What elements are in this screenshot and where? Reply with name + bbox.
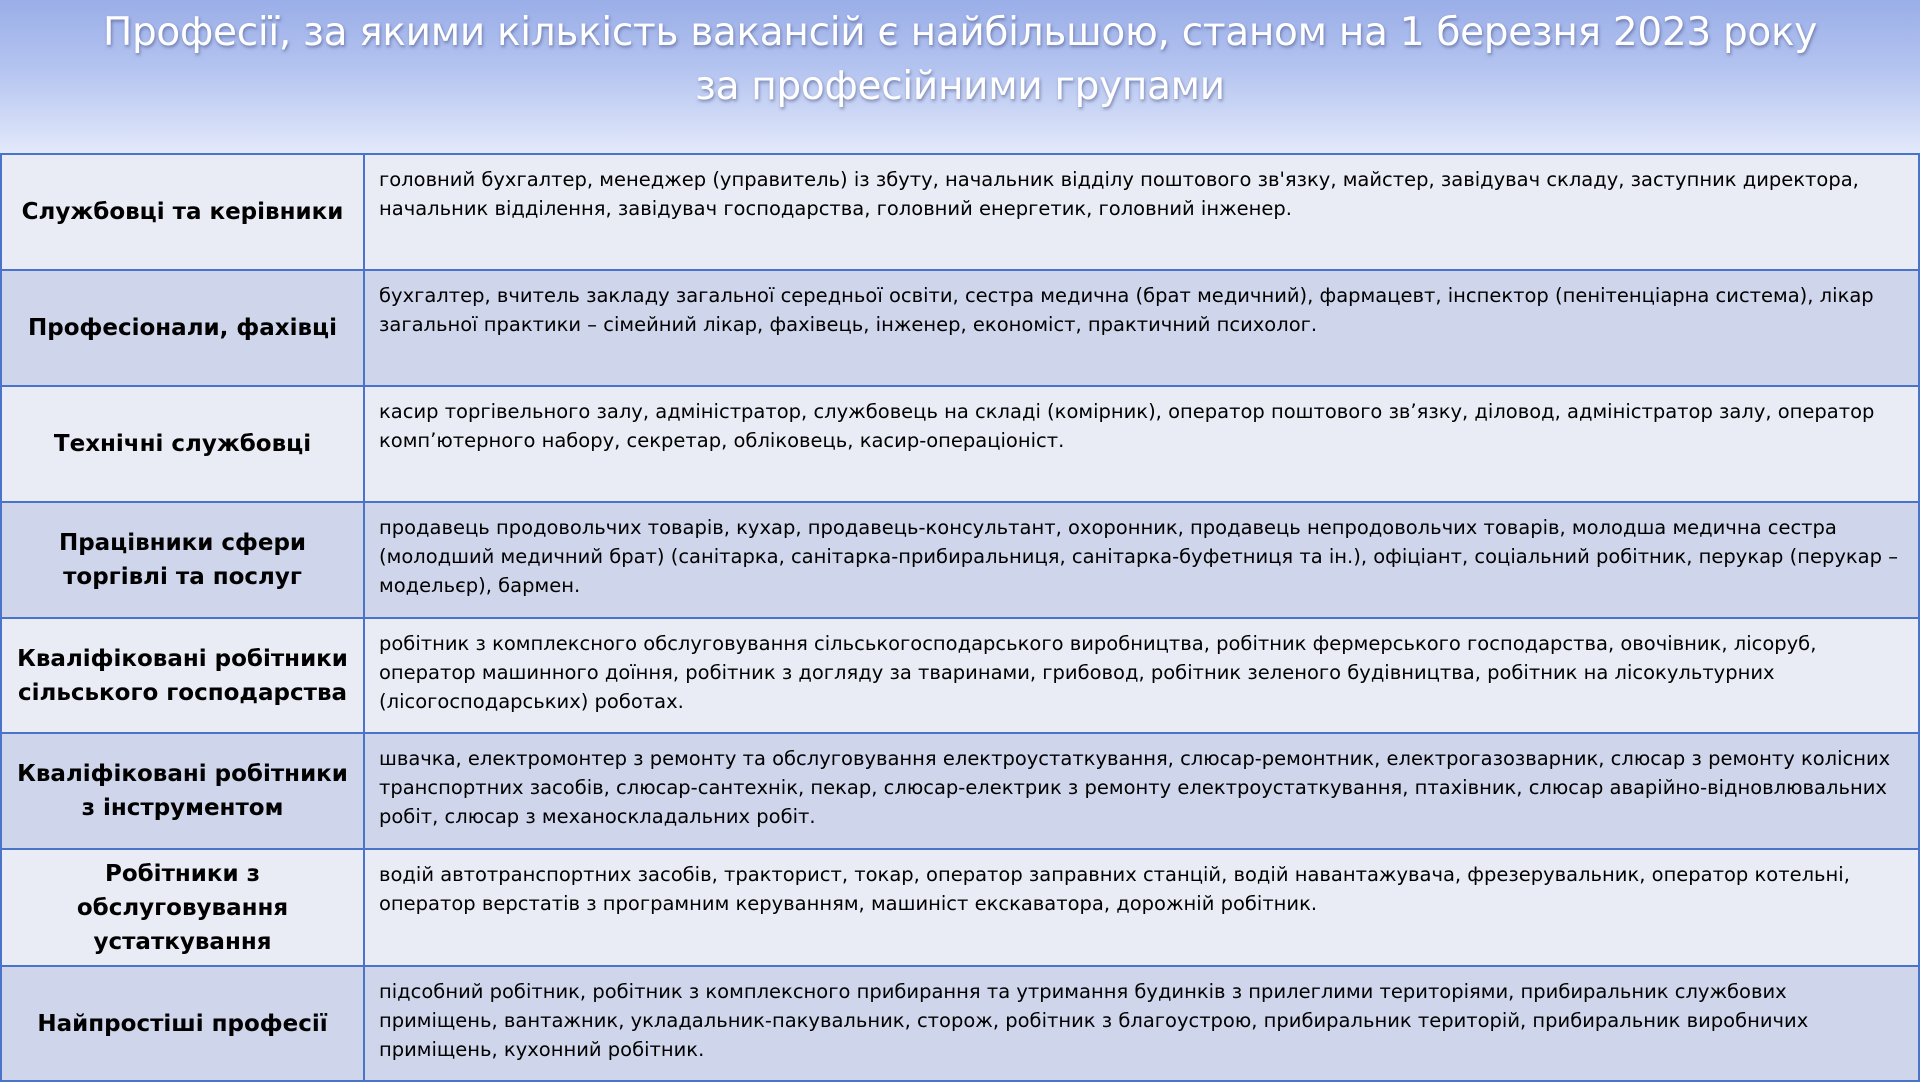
professions-cell: швачка, електромонтер з ремонту та обслуговування електроустаткування, слюсар-ремонтник, електрогазозварник, слюсар з ремонту колісних транспортних засобів, слюсар-сантехнік, пекар, слюсар-електрик з ремонту електроустаткування, птахівник, слюсар аварійно-відновлювальних робіт, слюсар з механоскладальних робіт. [364,733,1919,849]
category-cell: Кваліфіковані робітники сільського господарства [1,618,364,733]
title-line-2: за професійними групами [695,64,1225,109]
table-row [1,966,1919,1081]
table-row [1,270,1919,386]
table-row [1,733,1919,849]
professions-cell: водій автотранспортних засобів, тракторист, токар, оператор заправних станцій, водій навантажувача, фрезерувальник, оператор котельні, оператор верстатів з програмним керуванням, машиніст екскаватора, дорожній робітник. [364,849,1919,966]
professions-table [0,153,1920,1082]
professions-cell: головний бухгалтер, менеджер (управитель) із збуту, начальник відділу поштового зв'язку, майстер, завідувач складу, заступник директора, начальник відділення, завідувач господарства, головний енергетик, головний інженер. [364,154,1919,270]
table-row [1,502,1919,618]
category-cell: Технічні службовці [1,386,364,502]
category-cell: Професіонали, фахівці [1,270,364,386]
category-cell: Робітники з обслуговування устаткування [1,849,364,966]
title-banner [0,0,1920,153]
table-row [1,386,1919,502]
table-row [1,849,1919,966]
category-cell: Кваліфіковані робітники з інструментом [1,733,364,849]
professions-cell: робітник з комплексного обслуговування сільськогосподарського виробництва, робітник фермерського господарства, овочівник, лісоруб, оператор машинного доїння, робітник з догляду за тваринами, грибовод, робітник зеленого будівництва, робітник на лісокультурних (лісогосподарських) роботах. [364,618,1919,733]
table-row [1,618,1919,733]
title-line-1: Професії, за якими кількість вакансій є найбільшою, станом на 1 березня 2023 року [102,10,1818,55]
professions-cell: продавець продовольчих товарів, кухар, продавець-консультант, охоронник, продавець непродовольчих товарів, молодша медична сестра (молодший медичний брат) (санітарка, санітарка-прибиральниця, санітарка-буфетниця та ін.), офіціант, соціальний робітник, перукар (перукар – модельєр), бармен. [364,502,1919,618]
category-cell: Службовці та керівники [1,154,364,270]
table-row [1,154,1919,270]
professions-cell: підсобний робітник, робітник з комплексного прибирання та утримання будинків з прилеглими територіями, прибиральник службових приміщень, вантажник, укладальник-пакувальник, сторож, робітник з благоустрою, прибиральник територій, прибиральник виробничих приміщень, кухонний робітник. [364,966,1919,1081]
professions-cell: касир торгівельного залу, адміністратор, службовець на складі (комірник), оператор поштового зв’язку, діловод, адміністратор залу, оператор комп’ютерного набору, секретар, обліковець, касир-операціоніст. [364,386,1919,502]
professions-cell: бухгалтер, вчитель закладу загальної середньої освіти, сестра медична (брат медичний), фармацевт, інспектор (пенітенціарна система), лікар загальної практики – сімейний лікар, фахівець, інженер, економіст, практичний психолог. [364,270,1919,386]
category-cell: Найпростіші професії [1,966,364,1081]
category-cell: Працівники сфери торгівлі та послуг [1,502,364,618]
